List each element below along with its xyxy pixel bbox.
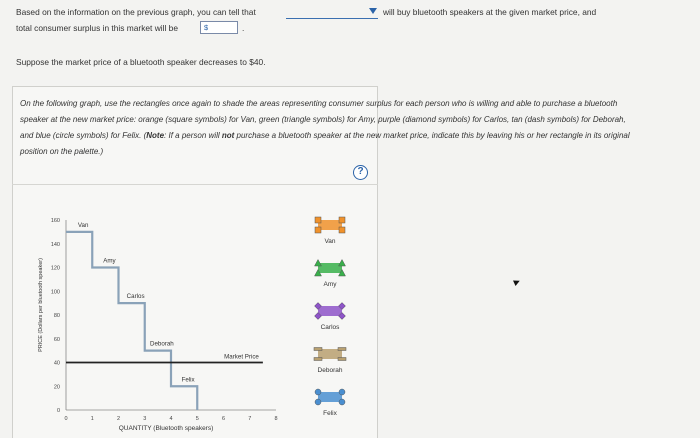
palette-label-deborah: Deborah [317,367,343,374]
x-tick-label: 0 [64,416,68,422]
van-surplus-rectangle[interactable] [310,216,350,234]
carlos-surplus-rectangle[interactable] [310,302,350,320]
consumer-surplus-input[interactable] [200,21,238,34]
x-tick-label: 2 [116,416,121,422]
not-word: not [221,131,235,140]
step-label: Deborah [150,340,174,348]
divider [12,184,378,185]
x-axis-label: QUANTITY (Bluetooth speakers) [118,425,214,432]
consumer-surplus-chart[interactable] [30,200,290,436]
y-axis-label: PRICE (Dollars per bluetooth speaker) [38,258,44,352]
period: . [242,23,245,33]
instructions-part2: : If a person will [164,131,222,140]
palette-label-van: Van [324,238,336,245]
demand-step-line [66,232,197,410]
chevron-down-icon[interactable] [369,8,377,14]
buyers-dropdown[interactable] [286,6,378,19]
step-label: Amy [103,257,116,265]
note-label: Note [146,131,165,140]
y-tick-label: 60 [53,336,60,343]
y-tick-label: 120 [50,265,60,272]
amy-surplus-rectangle[interactable] [310,259,350,277]
mouse-cursor-icon [513,278,521,286]
step-label: Carlos [126,293,145,301]
deborah-surplus-rectangle[interactable] [310,345,350,363]
x-tick-label: 8 [274,416,278,422]
palette-label-amy: Amy [323,281,337,288]
felix-surplus-rectangle[interactable] [310,388,350,406]
y-tick-label: 80 [53,313,60,319]
y-tick-label: 0 [56,408,60,414]
step-label: Felix [181,376,195,384]
x-tick-label: 4 [169,416,173,422]
x-tick-label: 6 [221,416,226,422]
dollar-prefix: $ [204,23,209,32]
help-icon[interactable]: ? [353,165,368,180]
y-tick-label: 100 [50,289,60,296]
suppose-text: Suppose the market price of a bluetooth speaker decreases to $40. [16,57,266,67]
question-line1-suffix: will buy bluetooth speakers at the given market price, and [383,7,597,17]
step-label: Van [77,221,89,229]
x-tick-label: 3 [143,416,147,422]
question-line1-prefix: Based on the information on the previous graph, you can tell that [16,7,256,17]
x-tick-label: 1 [90,416,94,422]
y-tick-label: 140 [50,241,60,248]
x-tick-label: 7 [248,416,252,422]
market-price-label: Market Price [224,353,259,361]
question-line2-prefix: total consumer surplus in this market will be [16,23,178,33]
y-tick-label: 20 [53,384,60,391]
palette-label-felix: Felix [323,410,337,417]
x-tick-label: 5 [195,416,199,422]
y-tick-label: 40 [53,360,60,367]
instructions-part3: purchase a bluetooth speaker at the new market price, indicate this by leaving his or her rectangle in its original position on the palette.) [20,131,630,156]
instructions-part1: On the following graph, use the rectangles once again to shade the areas representing consumer surplus for each person who is willing and able to purchase a bluetooth speaker at the new market price: orange (square symbols) for Van, green (triangle symbols) for Amy, purple (diamond symbols) for Carlos, tan (dash symbols) for Deborah, and blue (circle symbols) for Felix. ( [20,99,626,140]
palette-label-carlos: Carlos [320,324,340,331]
y-tick-label: 160 [50,218,60,224]
instructions [20,96,640,160]
palette [300,210,360,435]
